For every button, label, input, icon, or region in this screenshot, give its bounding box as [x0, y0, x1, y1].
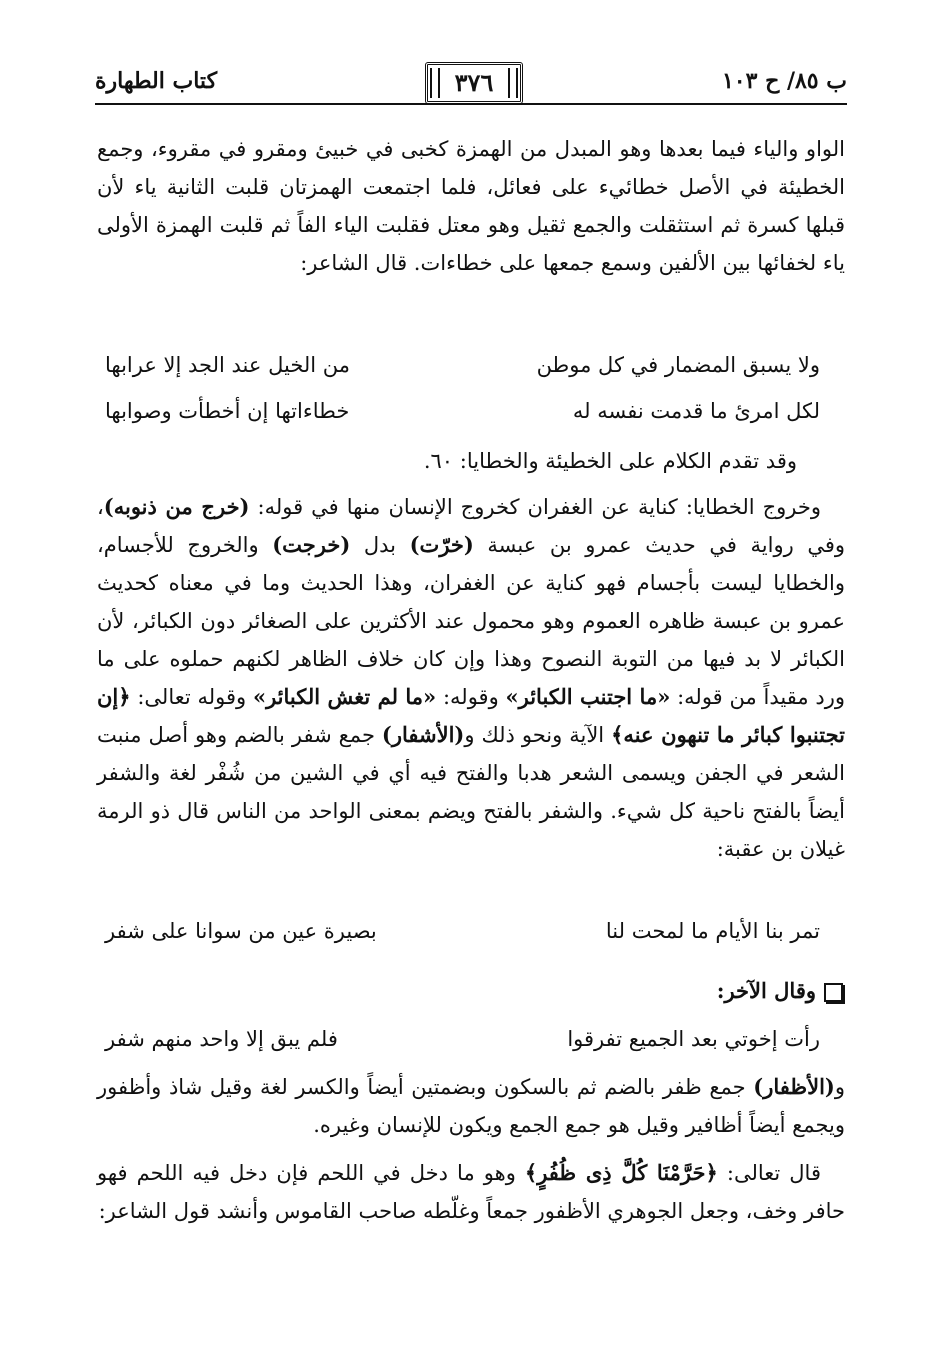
p2-seg-4: والخروج للأجسام، والخطايا ليست بأجسام فهو كناية عن الغفران، وهذا الحديث وما في معناه كحديث عمرو بن عبسة ظاهره العموم وهو محمول عند الأكثرين على الصغائر دون الكبائر، لأن الكبائر لا بد فيها من التوبة النصوح وهذا وإن كان خلاف الظاهر لكنهم حملوه على ما ورد مقيداً من قوله:: [97, 533, 845, 709]
verse-2-first-hemistich: لكل امرئ ما قدمت نفسه له: [572, 399, 820, 423]
paragraph-2: [97, 488, 845, 868]
square-bullet-icon: [824, 983, 843, 1002]
p4-quran-quote: ﴿حَرَّمْنَا كُلَّ ذِى ظُفُرٍ﴾: [524, 1160, 718, 1185]
p3-bold-1: (الأظفار): [753, 1074, 835, 1099]
p2-seg-2: ، وفي رواية في حديث عمرو بن عبسة: [97, 495, 846, 557]
header-rule: [95, 103, 847, 105]
p2-seg-8: جمع شفر بالضم وهو أصل منبت الشعر في الجفن ويسمى الشعر هدبا والفتح فيه أي في الشين من شُفْر لغة والشفر أيضاً بالفتح ناحية كل شيء. والشفر بالفتح ويضم بمعنى الواحد من الناس قال ذو الرمة غيلان بن عقبة:: [97, 723, 845, 861]
p4-seg-2: وهو ما دخل في اللحم فإن دخل فيه اللحم فهو حافر وخف، وجعل الجوهري الأظفور جمعاً وغلّطه صاحب القاموس وأنشد قول الشاعر:: [97, 1161, 845, 1223]
verse-line-1: [105, 346, 845, 384]
paragraph-4: [97, 1154, 845, 1230]
verse-line-3: [105, 912, 845, 950]
cross-reference-line: وقد تقدم الكلام على الخطيئة والخطايا: ٦٠.: [423, 449, 797, 473]
p2-seg-3: بدل: [350, 533, 410, 557]
book-title: كتاب الطهارة: [95, 68, 218, 94]
p2-bold-4: «ما اجتنب الكبائر»: [505, 684, 671, 709]
p2-bold-5: «ما لم تغش الكبائر»: [252, 684, 437, 709]
p4-seg-1: قال تعالى:: [717, 1161, 821, 1185]
verse-4-first-hemistich: رأت إخوتي بعد الجميع تفرقوا: [567, 1027, 820, 1051]
p2-bold-7: (الأشفار): [381, 722, 465, 747]
verse-1-first-hemistich: ولا يسبق المضمار في كل موطن: [536, 353, 820, 377]
verse-1-second-hemistich: من الخيل عند الجد إلا عرابها: [105, 353, 351, 377]
p2-seg-6: وقوله تعالى:: [130, 685, 253, 709]
verse-line-2: [105, 392, 845, 430]
verse-3-second-hemistich: بصيرة عين من سوانا على شفر: [105, 919, 377, 943]
subheading-text: وقال الآخر:: [716, 978, 816, 1003]
p2-seg-5: وقوله:: [436, 685, 506, 709]
paragraph-1: [97, 130, 845, 282]
hadith-reference: ب ٨٥/ ح ١٠٣: [721, 68, 847, 94]
subheading: [717, 972, 843, 1010]
p2-bold-3: (خرجت): [272, 532, 351, 557]
verse-2-second-hemistich: خطاءاتها إن أخطأت وصوابها: [105, 399, 350, 423]
p3-seg-2: جمع ظفر بالضم ثم بالسكون وبضمتين أيضاً والكسر لغة وقيل شاذ وأظفور ويجمع أيضاً أظافير وقيل هو جمع الجمع ويكون للإنسان وغيره.: [97, 1075, 845, 1137]
verse-4-second-hemistich: فلم يبق إلا واحد منهم شفر: [105, 1027, 338, 1051]
p2-seg-1: وخروج الخطايا: كناية عن الغفران كخروج الإنسان منها في قوله:: [249, 495, 821, 519]
running-header: [95, 62, 847, 104]
verse-line-4: [105, 1020, 845, 1058]
paragraph-3: [97, 1068, 845, 1144]
p2-bold-1: (خرج من ذنوبه): [103, 494, 250, 519]
p2-bold-2: (خرّت): [409, 532, 474, 557]
p2-bold-6: ﴿إن تجتنبوا كبائر ما تنهون عنه﴾: [97, 684, 845, 747]
p2-seg-7: الآية ونحو ذلك و: [464, 723, 612, 747]
verse-3-first-hemistich: تمر بنا الأيام ما لمحت لنا: [605, 919, 820, 943]
paragraph-1-text: الواو والياء فيما بعدها وهو المبدل من الهمزة كخبى في خبيئ ومقرو في مقروء، وجمع الخطيئة في الأصل خطائيء على فعائل، فلما اجتمعت الهمزتان قلبت الثانية ياء لأن قبلها كسرة ثم استثقلت والجمع ثقيل وهو معتل فقلبت الياء الفاً ثم قلبت الهمزة الأولى ياء لخفائها بين الألفين وسمع جمعها على خطاءات. قال الشاعر:: [97, 137, 845, 275]
p3-seg-1: و: [834, 1075, 845, 1099]
page-number: ٣٧٦: [425, 62, 523, 104]
